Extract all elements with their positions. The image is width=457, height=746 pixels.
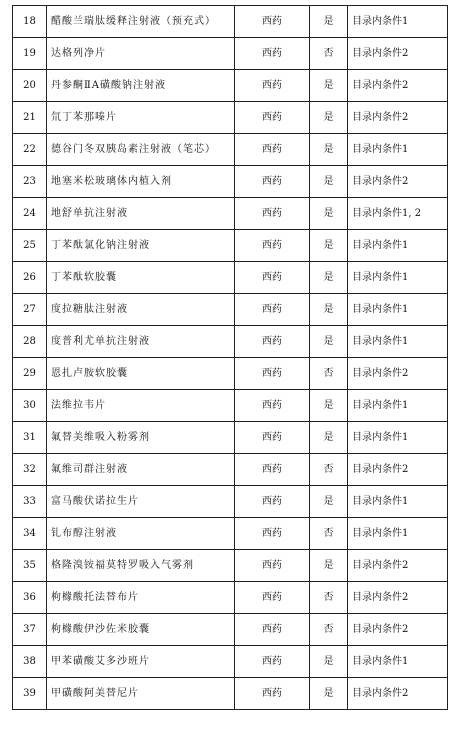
flag-cell: 否 (310, 38, 348, 70)
condition-cell: 目录内条件1 (348, 326, 448, 358)
table-row (13, 6, 448, 38)
flag-cell: 否 (310, 454, 348, 486)
drug-type-cell: 西药 (235, 454, 310, 486)
condition-cell: 目录内条件1 (348, 294, 448, 326)
row-number-cell: 28 (13, 326, 47, 358)
condition-cell: 目录内条件1 (348, 230, 448, 262)
table-row (13, 454, 448, 486)
drug-name-cell: 恩扎卢胺软胶囊 (47, 358, 235, 390)
drug-type-cell: 西药 (235, 422, 310, 454)
drug-name-cell: 甲磺酸阿美替尼片 (47, 678, 235, 710)
row-number-cell: 19 (13, 38, 47, 70)
table-row (13, 102, 448, 134)
condition-cell: 目录内条件1 (348, 6, 448, 38)
row-number-cell: 25 (13, 230, 47, 262)
condition-cell: 目录内条件2 (348, 582, 448, 614)
flag-cell: 是 (310, 326, 348, 358)
flag-cell: 是 (310, 390, 348, 422)
row-number-cell: 30 (13, 390, 47, 422)
flag-cell: 是 (310, 102, 348, 134)
drug-type-cell: 西药 (235, 614, 310, 646)
condition-cell: 目录内条件1, 2 (348, 198, 448, 230)
condition-cell: 目录内条件2 (348, 38, 448, 70)
flag-cell: 是 (310, 198, 348, 230)
row-number-cell: 31 (13, 422, 47, 454)
row-number-cell: 39 (13, 678, 47, 710)
table-row (13, 614, 448, 646)
table-row (13, 582, 448, 614)
table-row (13, 134, 448, 166)
drug-name-cell: 枸橼酸托法替布片 (47, 582, 235, 614)
table-row (13, 678, 448, 710)
flag-cell: 是 (310, 422, 348, 454)
condition-cell: 目录内条件2 (348, 454, 448, 486)
row-number-cell: 22 (13, 134, 47, 166)
flag-cell: 是 (310, 646, 348, 678)
flag-cell: 是 (310, 262, 348, 294)
drug-type-cell: 西药 (235, 326, 310, 358)
drug-name-cell: 达格列净片 (47, 38, 235, 70)
drug-type-cell: 西药 (235, 582, 310, 614)
row-number-cell: 32 (13, 454, 47, 486)
drug-type-cell: 西药 (235, 198, 310, 230)
drug-name-cell: 丹参酮ⅡA磺酸钠注射液 (47, 70, 235, 102)
condition-cell: 目录内条件1 (348, 646, 448, 678)
row-number-cell: 27 (13, 294, 47, 326)
drug-type-cell: 西药 (235, 518, 310, 550)
drug-name-cell: 地舒单抗注射液 (47, 198, 235, 230)
drug-name-cell: 氟替美维吸入粉雾剂 (47, 422, 235, 454)
row-number-cell: 26 (13, 262, 47, 294)
drug-name-cell: 富马酸伏诺拉生片 (47, 486, 235, 518)
row-number-cell: 33 (13, 486, 47, 518)
drug-name-cell: 氘丁苯那嗪片 (47, 102, 235, 134)
drug-name-cell: 德谷门冬双胰岛素注射液（笔芯） (47, 134, 235, 166)
flag-cell: 是 (310, 166, 348, 198)
condition-cell: 目录内条件2 (348, 166, 448, 198)
condition-cell: 目录内条件2 (348, 70, 448, 102)
flag-cell: 否 (310, 582, 348, 614)
flag-cell: 是 (310, 6, 348, 38)
drug-name-cell: 丁苯酞软胶囊 (47, 262, 235, 294)
flag-cell: 是 (310, 70, 348, 102)
drug-name-cell: 丁苯酞氯化钠注射液 (47, 230, 235, 262)
drug-list-body (13, 6, 448, 710)
table-row (13, 198, 448, 230)
table-row (13, 294, 448, 326)
row-number-cell: 18 (13, 6, 47, 38)
drug-name-cell: 枸橼酸伊沙佐米胶囊 (47, 614, 235, 646)
condition-cell: 目录内条件2 (348, 358, 448, 390)
flag-cell: 是 (310, 134, 348, 166)
condition-cell: 目录内条件1 (348, 518, 448, 550)
row-number-cell: 24 (13, 198, 47, 230)
drug-type-cell: 西药 (235, 390, 310, 422)
table-row (13, 38, 448, 70)
drug-type-cell: 西药 (235, 38, 310, 70)
drug-name-cell: 醋酸兰瑞肽缓释注射液（预充式） (47, 6, 235, 38)
table-row (13, 550, 448, 582)
row-number-cell: 34 (13, 518, 47, 550)
condition-cell: 目录内条件2 (348, 678, 448, 710)
flag-cell: 是 (310, 294, 348, 326)
flag-cell: 否 (310, 614, 348, 646)
drug-type-cell: 西药 (235, 550, 310, 582)
flag-cell: 否 (310, 518, 348, 550)
drug-type-cell: 西药 (235, 134, 310, 166)
table-row (13, 518, 448, 550)
row-number-cell: 37 (13, 614, 47, 646)
condition-cell: 目录内条件1 (348, 390, 448, 422)
table-row (13, 230, 448, 262)
row-number-cell: 38 (13, 646, 47, 678)
drug-name-cell: 法维拉韦片 (47, 390, 235, 422)
condition-cell: 目录内条件1 (348, 422, 448, 454)
drug-name-cell: 度普利尤单抗注射液 (47, 326, 235, 358)
table-row (13, 486, 448, 518)
table-row (13, 70, 448, 102)
flag-cell: 是 (310, 486, 348, 518)
drug-type-cell: 西药 (235, 166, 310, 198)
table-row (13, 262, 448, 294)
drug-type-cell: 西药 (235, 358, 310, 390)
row-number-cell: 21 (13, 102, 47, 134)
drug-name-cell: 氟维司群注射液 (47, 454, 235, 486)
table-row (13, 326, 448, 358)
drug-name-cell: 甲苯磺酸艾多沙班片 (47, 646, 235, 678)
condition-cell: 目录内条件2 (348, 614, 448, 646)
condition-cell: 目录内条件1 (348, 134, 448, 166)
row-number-cell: 29 (13, 358, 47, 390)
row-number-cell: 35 (13, 550, 47, 582)
condition-cell: 目录内条件1 (348, 262, 448, 294)
drug-type-cell: 西药 (235, 294, 310, 326)
row-number-cell: 20 (13, 70, 47, 102)
drug-type-cell: 西药 (235, 262, 310, 294)
drug-type-cell: 西药 (235, 230, 310, 262)
row-number-cell: 23 (13, 166, 47, 198)
flag-cell: 是 (310, 678, 348, 710)
flag-cell: 是 (310, 550, 348, 582)
drug-name-cell: 钆布醇注射液 (47, 518, 235, 550)
drug-type-cell: 西药 (235, 486, 310, 518)
drug-type-cell: 西药 (235, 6, 310, 38)
drug-name-cell: 地塞米松玻璃体内植入剂 (47, 166, 235, 198)
flag-cell: 是 (310, 230, 348, 262)
drug-type-cell: 西药 (235, 646, 310, 678)
table-row (13, 390, 448, 422)
drug-type-cell: 西药 (235, 70, 310, 102)
table-row (13, 646, 448, 678)
table-row (13, 358, 448, 390)
flag-cell: 否 (310, 358, 348, 390)
condition-cell: 目录内条件1 (348, 486, 448, 518)
table-row (13, 166, 448, 198)
drug-type-cell: 西药 (235, 102, 310, 134)
condition-cell: 目录内条件2 (348, 550, 448, 582)
drug-name-cell: 度拉糖肽注射液 (47, 294, 235, 326)
drug-list-table (12, 5, 448, 710)
table-row (13, 422, 448, 454)
row-number-cell: 36 (13, 582, 47, 614)
drug-name-cell: 格隆溴铵福莫特罗吸入气雾剂 (47, 550, 235, 582)
drug-type-cell: 西药 (235, 678, 310, 710)
condition-cell: 目录内条件2 (348, 102, 448, 134)
